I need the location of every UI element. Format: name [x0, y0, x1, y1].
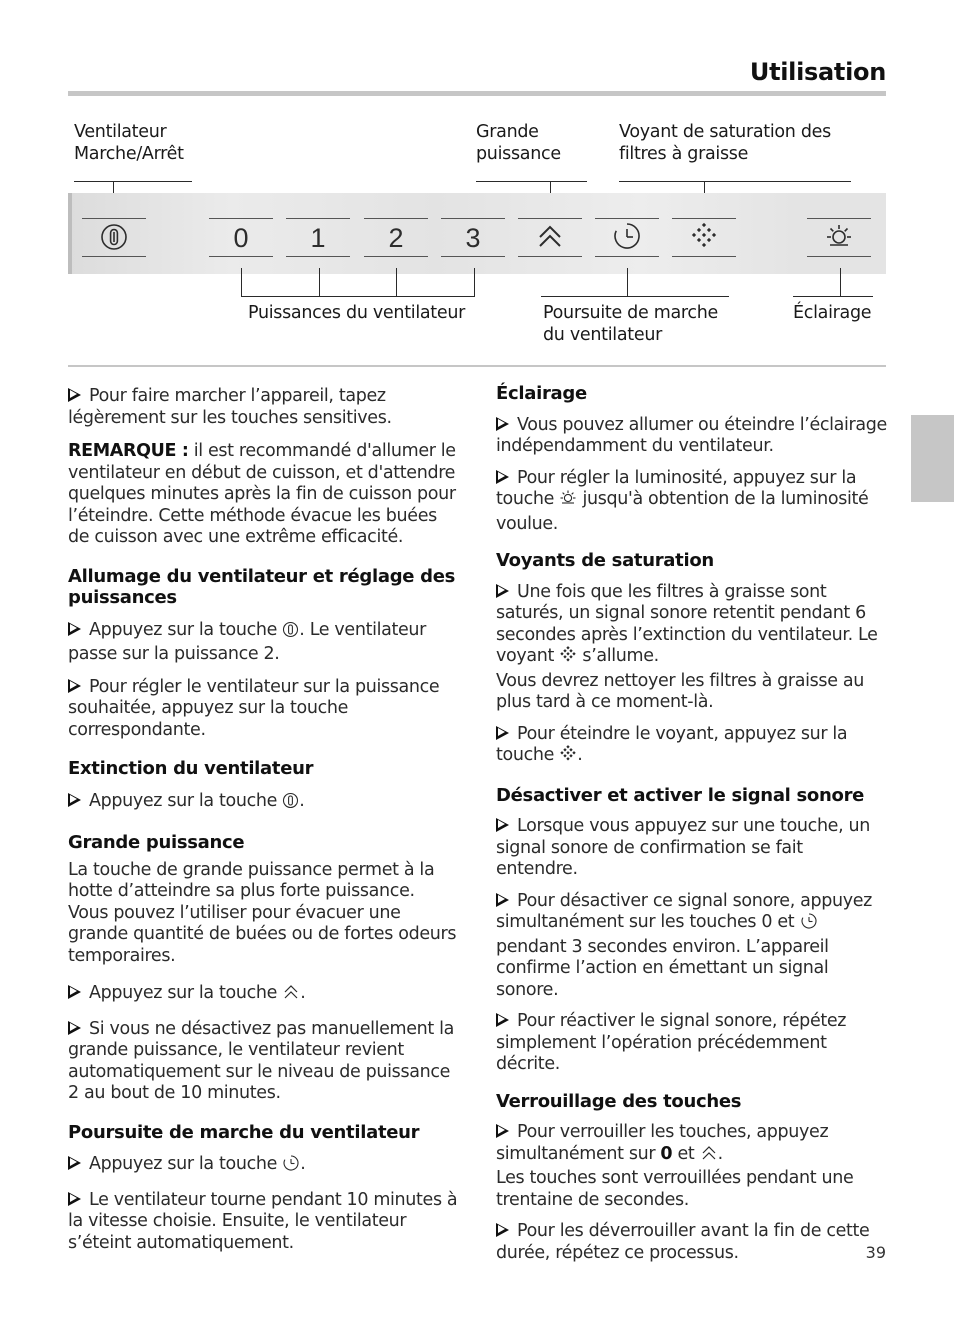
timer-icon — [611, 220, 643, 252]
step-paragraph: Appuyez sur la touche . Le ventilateur passe sur la puissance 2. — [68, 619, 427, 664]
light-button[interactable] — [807, 222, 871, 258]
btn-rule — [209, 218, 273, 219]
btn-rule — [518, 218, 582, 219]
label-runon — [543, 302, 718, 346]
leader-light-horizontal — [793, 296, 873, 297]
leader-speed-1 — [319, 268, 320, 296]
header-rule — [68, 91, 886, 96]
grease-filter-icon — [689, 222, 719, 252]
btn-rule — [595, 256, 659, 257]
bullet-arrow-icon — [496, 1223, 509, 1237]
speed-2-button[interactable]: 2 — [388, 223, 404, 253]
leader-saturation-horizontal — [619, 181, 851, 182]
bullet-arrow-icon — [68, 1156, 81, 1170]
section-heading: Éclairage — [496, 383, 587, 404]
btn-rule — [672, 218, 736, 219]
leader-fan-horizontal — [74, 181, 192, 182]
power-button[interactable] — [82, 220, 146, 256]
bullet-arrow-icon — [496, 1124, 509, 1138]
step-paragraph: Lorsque vous appuyez sur une touche, un signal sonore de confirmation se fait entendre. — [496, 816, 871, 879]
boost-button[interactable] — [518, 222, 582, 258]
label-runon-line1: Poursuite de marche — [543, 303, 718, 323]
double-chevron-up-icon — [700, 1144, 718, 1169]
bullet-arrow-icon — [68, 985, 81, 999]
light-bulb-icon — [559, 489, 577, 514]
page-number: 39 — [865, 1243, 886, 1262]
speed-0-button[interactable]: 0 — [233, 223, 249, 253]
speed-1-button[interactable]: 1 — [310, 223, 326, 253]
step-paragraph: Appuyez sur la touche . — [68, 791, 460, 816]
btn-rule — [364, 218, 428, 219]
section-rule — [68, 365, 886, 367]
label-saturation-line1: Voyant de saturation des — [619, 122, 831, 142]
section-heading: Allumage du ventilateur et réglage des puissances — [68, 565, 456, 608]
timer-icon — [282, 1154, 300, 1179]
speed-3-button[interactable]: 3 — [465, 223, 481, 253]
label-light: Éclairage — [793, 303, 872, 323]
bullet-arrow-icon — [68, 1021, 81, 1035]
right-column — [496, 383, 888, 1264]
leader-speed-2 — [396, 268, 397, 296]
grease-filter-icon — [559, 646, 577, 671]
double-chevron-up-icon — [536, 222, 564, 252]
leader-speed-3 — [474, 268, 475, 296]
body-paragraph: La touche de grande puissance permet à la hotte d’atteindre sa plus forte puissance. Vous pouvez l’utiliser pour évacuer une grande quantité de buées ou de fortes odeurs temporaires. — [68, 859, 457, 966]
grease-filter-icon — [559, 745, 577, 770]
btn-rule — [82, 256, 146, 257]
label-runon-line2: du ventilateur — [543, 325, 663, 345]
leader-runon-vertical — [627, 268, 628, 296]
section-heading: Voyants de saturation — [496, 550, 714, 571]
btn-rule — [364, 256, 428, 257]
step-paragraph: Pour régler le ventilateur sur la puissance souhaitée, appuyez sur la touche correspondante. — [68, 676, 440, 740]
step-paragraph: Pour désactiver ce signal sonore, appuyez simultanément sur les touches 0 et pendant 3 secondes environ. L’appareil confirme l’action en émettant un signal sonore. — [496, 890, 873, 1000]
step-paragraph: Pour régler la luminosité, appuyez sur la touche jusqu'à obtention de la luminosité voulue. — [496, 467, 869, 534]
power-icon — [99, 220, 129, 252]
section-heading: Verrouillage des touches — [496, 1090, 742, 1112]
page-title: Utilisation — [749, 58, 886, 86]
bullet-arrow-icon — [68, 388, 81, 402]
step-paragraph: Pour les déverrouiller avant la fin de cette durée, répétez ce processus. — [496, 1221, 870, 1263]
bullet-arrow-icon — [68, 622, 81, 636]
bullet-arrow-icon — [496, 726, 509, 740]
bullet-arrow-icon — [68, 679, 81, 693]
leader-light-vertical — [840, 268, 841, 296]
timer-button[interactable] — [595, 220, 659, 256]
section-heading: Extinction du ventilateur — [68, 758, 314, 779]
label-boost — [476, 121, 561, 165]
label-saturation-line2: filtres à graisse — [619, 144, 749, 164]
btn-rule — [441, 218, 505, 219]
bullet-arrow-icon — [496, 470, 509, 484]
label-boost-line1: Grande — [476, 122, 539, 142]
bullet-arrow-icon — [68, 1192, 81, 1206]
step-paragraph: Le ventilateur tourne pendant 10 minutes à la vitesse choisie. Ensuite, le ventilateur s’éteint automatiquement. — [68, 1189, 458, 1253]
label-speeds: Puissances du ventilateur — [248, 303, 466, 323]
bullet-arrow-icon — [496, 893, 509, 907]
step-paragraph: Pour réactiver le signal sonore, répétez simplement l’opération précédemment décrite. — [496, 1011, 847, 1074]
bullet-arrow-icon — [496, 584, 509, 598]
double-chevron-up-icon — [282, 983, 300, 1008]
section-heading: Grande puissance — [68, 832, 245, 853]
label-boost-line2: puissance — [476, 144, 561, 164]
btn-rule — [82, 218, 146, 219]
btn-rule — [286, 256, 350, 257]
bullet-arrow-icon — [68, 793, 81, 807]
step-paragraph: Appuyez sur la touche . — [68, 1154, 460, 1179]
bullet-arrow-icon — [496, 417, 509, 431]
section-heading: Désactiver et activer le signal sonore — [496, 784, 865, 806]
step-paragraph: Appuyez sur la touche . — [68, 983, 460, 1008]
power-icon — [282, 620, 299, 645]
label-fan-onoff-line1: Ventilateur — [74, 122, 167, 142]
btn-rule — [595, 218, 659, 219]
section-heading: Poursuite de marche du ventilateur — [68, 1121, 420, 1143]
btn-rule — [441, 256, 505, 257]
step-paragraph: Une fois que les filtres à graisse sont saturés, un signal sonore retentit pendant 6 secondes après l’extinction du ventilateur. Le voyant s’allume. Vous devrez nettoyer les filtres à graisse au plus tard à ce moment-là. — [496, 581, 878, 712]
control-panel-edge — [68, 193, 72, 274]
bullet-arrow-icon — [496, 818, 509, 832]
power-icon — [282, 791, 299, 816]
step-paragraph: Vous pouvez allumer ou éteindre l’éclairage indépendamment du ventilateur. — [496, 414, 887, 456]
left-column — [68, 386, 460, 1254]
step-paragraph: Si vous ne désactivez pas manuellement la grande puissance, le ventilateur revient automatiquement sur le niveau de puissance 2 au bout de 10 minutes. — [68, 1018, 455, 1103]
light-bulb-icon — [824, 222, 854, 252]
leader-runon-horizontal — [541, 296, 729, 297]
remark-paragraph: REMARQUE : il est recommandé d'allumer le ventilateur en début de cuisson, et d'attendre quelques minutes après la fin de cuisson pour l’éteindre. Cette méthode évacue les buées de cuisson avec une extrême efficacité. — [68, 441, 456, 547]
leader-speed-0 — [241, 268, 242, 296]
btn-rule — [286, 218, 350, 219]
intro-paragraph: Pour faire marcher l’appareil, tapez légèrement sur les touches sensitives. — [68, 386, 392, 428]
label-fan-onoff — [74, 121, 184, 165]
btn-rule — [807, 218, 871, 219]
bullet-arrow-icon — [496, 1013, 509, 1027]
btn-rule — [209, 256, 273, 257]
side-tab-marker — [911, 415, 954, 502]
filter-button[interactable] — [672, 222, 736, 258]
step-paragraph: Pour verrouiller les touches, appuyez simultanément sur 0 et . Les touches sont verrouillées pendant une trentaine de secondes. — [496, 1122, 854, 1210]
timer-icon — [800, 912, 818, 937]
leader-boost-horizontal — [476, 181, 587, 182]
leader-speeds-horizontal — [241, 296, 475, 297]
label-fan-onoff-line2: Marche/Arrêt — [74, 144, 184, 164]
step-paragraph: Pour éteindre le voyant, appuyez sur la touche . — [496, 724, 888, 770]
label-saturation — [619, 121, 831, 165]
